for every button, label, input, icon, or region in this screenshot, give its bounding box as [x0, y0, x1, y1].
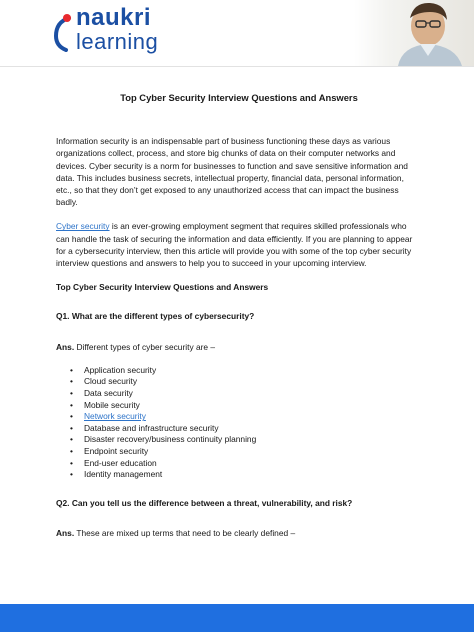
header-divider	[0, 66, 474, 67]
network-security-link[interactable]: Network security	[84, 411, 146, 422]
naukri-logo-icon	[52, 12, 72, 52]
footer-bar	[0, 604, 474, 632]
answer-2-intro	[56, 527, 422, 539]
section-heading: Top Cyber Security Interview Questions and Answers	[56, 282, 269, 293]
document-body	[56, 92, 422, 551]
question-1: Q1. What are the different types of cybersecurity?	[56, 311, 255, 322]
header-photo	[354, 0, 474, 66]
list-item-text: Data security	[84, 388, 133, 399]
cyber-security-link[interactable]: Cyber security	[56, 221, 110, 232]
cyber-security-paragraph	[56, 220, 422, 269]
paragraph-text: is an ever-growing employment segment that requires skilled professionals who can handle the task of securing the information and data efficiently. If you are planning to appear for a cybersecurity interview, then this article will provide you with some of the top cyber security interview questions and answers to help you to succeed in your upcoming interview.	[56, 221, 413, 269]
person-illustration	[354, 0, 474, 66]
answer-text: Different types of cyber security are –	[74, 341, 216, 352]
list-item	[56, 388, 422, 400]
list-item	[56, 423, 422, 435]
bullet-icon: •	[70, 388, 73, 399]
list-item-text: End-user education	[84, 457, 157, 468]
bullet-icon: •	[70, 376, 73, 387]
question-2: Q2. Can you tell us the difference between a threat, vulnerability, and risk?	[56, 497, 353, 508]
brand-name-line1: naukri	[76, 4, 152, 31]
brand-name-line2: learning	[76, 29, 159, 54]
bullet-icon: •	[70, 469, 73, 480]
list-item	[56, 434, 422, 446]
list-item-text: Endpoint security	[84, 446, 149, 456]
list-item	[56, 411, 422, 423]
bullet-icon: •	[70, 422, 73, 433]
list-item	[56, 446, 422, 458]
list-item-text: Identity management	[84, 469, 163, 480]
security-types-list	[56, 365, 422, 481]
list-item	[56, 400, 422, 412]
bullet-icon: •	[70, 364, 73, 375]
list-item-text: Database and infrastructure security	[84, 422, 219, 433]
brand-logo	[76, 6, 158, 53]
list-item-text: Application security	[84, 364, 157, 375]
list-item	[56, 458, 422, 470]
bullet-icon: •	[70, 399, 73, 410]
bullet-icon: •	[70, 457, 73, 468]
list-item-text: Mobile security	[84, 399, 140, 410]
answer-1-intro	[56, 341, 422, 353]
answer-text: These are mixed up terms that need to be clearly defined –	[74, 527, 296, 538]
bullet-icon: •	[70, 446, 73, 456]
list-item	[56, 365, 422, 377]
bullet-icon: •	[70, 411, 73, 422]
list-item	[56, 376, 422, 388]
list-item-text: Disaster recovery/business continuity planning	[84, 434, 257, 445]
answer-label: Ans.	[56, 527, 75, 538]
list-item-text: Cloud security	[84, 376, 138, 387]
page-title: Top Cyber Security Interview Questions and Answers	[120, 92, 358, 103]
page-header	[0, 0, 474, 66]
intro-paragraph: Information security is an indispensable part of business functioning these days as various organizations collect, process, and store big chunks of data on their computer networks and devices. Cyber security is a norm for businesses to function and save sensitive information and data. This includes business secrets, intellectual property, financial data, personal information, etc., so that they don’t get exposed to any unauthorized access that can impact the business badly.	[56, 136, 408, 208]
list-item	[56, 469, 422, 481]
bullet-icon: •	[70, 434, 73, 445]
answer-label: Ans.	[56, 341, 75, 352]
